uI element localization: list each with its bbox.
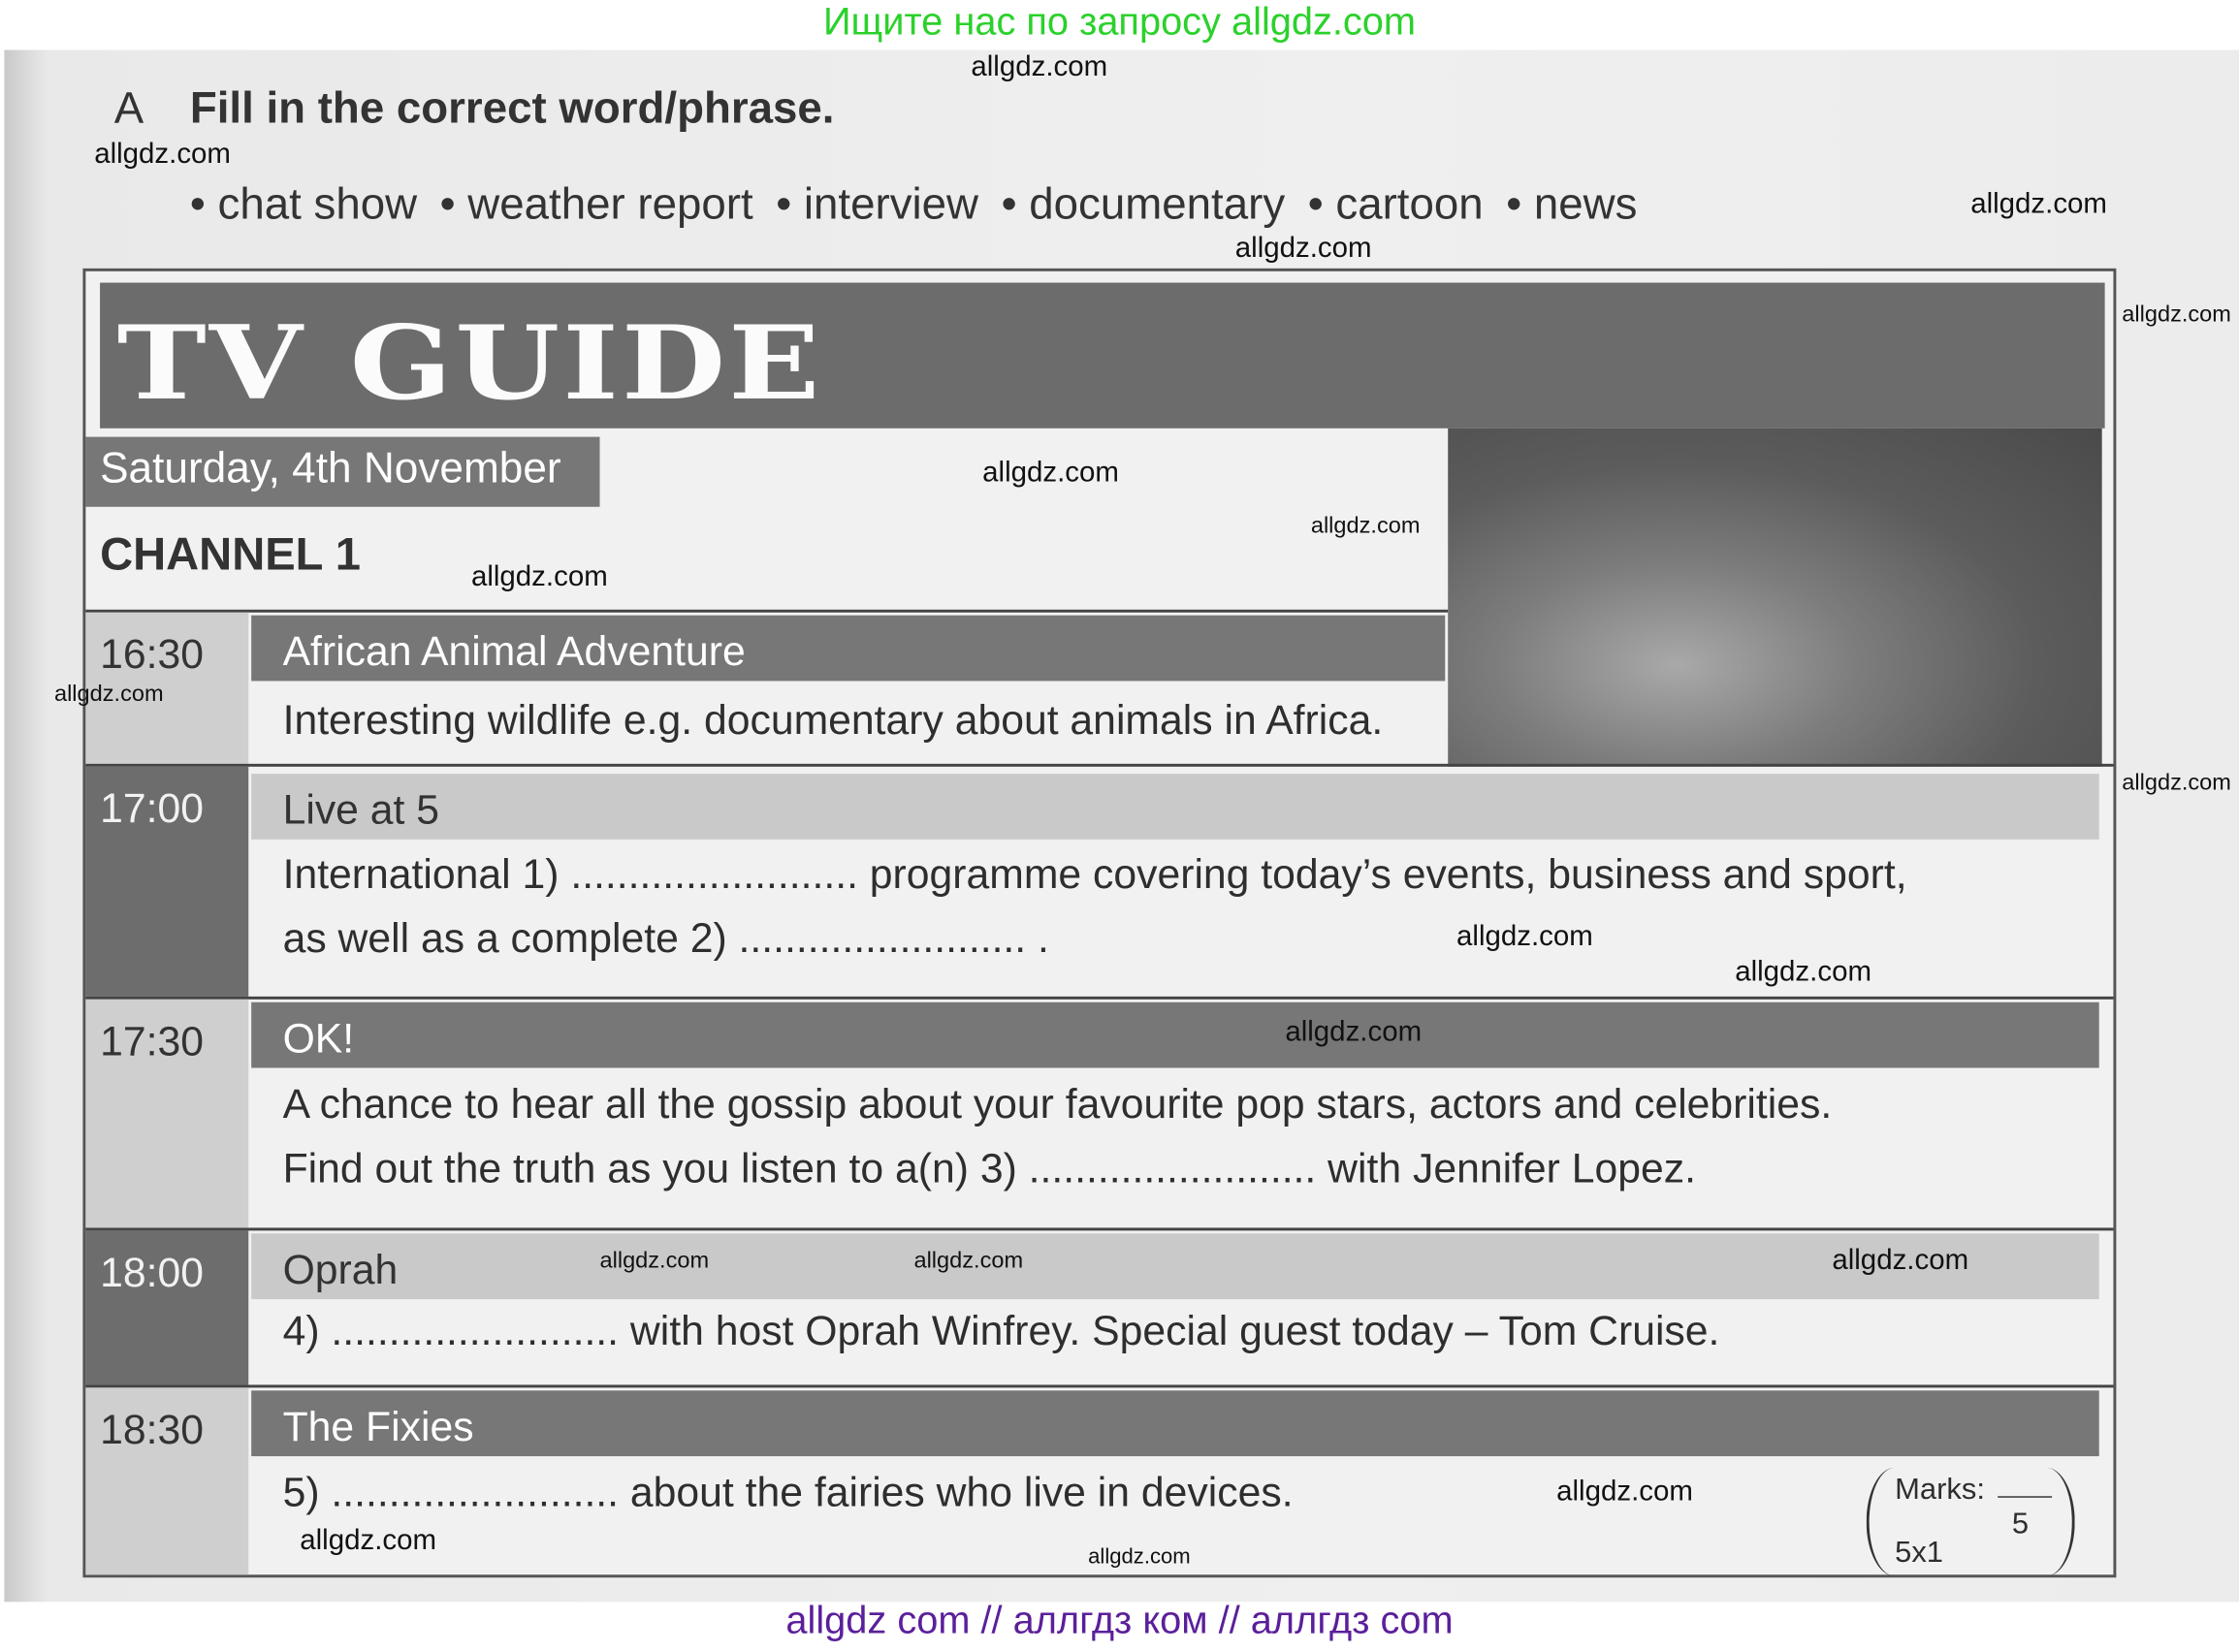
programme-description: 4) ......................... with host Oprah Winfrey. Special guest today – Tom Cruise.	[282, 1309, 1720, 1355]
programme-time: 16:30	[85, 613, 248, 764]
programme-time: 18:00	[85, 1230, 248, 1384]
word-option: • interview	[776, 178, 979, 229]
watermark: allgdz.com	[1832, 1245, 1969, 1277]
guide-header	[100, 283, 2105, 429]
programme-title: African Animal Adventure	[251, 616, 1445, 682]
programme-title: The Fixies	[251, 1390, 2099, 1456]
watermark: allgdz.com	[913, 1249, 1024, 1274]
watermark: allgdz.com	[2122, 302, 2231, 328]
programme-description: International 1) ......................... programme covering today’s events, business and sport,	[282, 852, 1907, 899]
watermark: allgdz.com	[470, 560, 608, 593]
watermark: allgdz.com	[94, 138, 231, 171]
watermark: allgdz.com	[599, 1249, 710, 1274]
programme-description: A chance to hear all the gossip about your favourite pop stars, actors and celebrities.	[282, 1082, 1833, 1128]
top-ad-text[interactable]: Ищите нас по запросу allgdz.com	[822, 0, 1417, 44]
watermark: allgdz.com	[1735, 956, 1872, 989]
programme-title: Oprah	[251, 1233, 2099, 1299]
marks-scheme: 5x1	[1895, 1536, 1944, 1570]
programme-title: Live at 5	[251, 774, 2099, 840]
watermark: allgdz.com	[1456, 920, 1593, 953]
guide-title: TV GUIDE	[116, 302, 823, 424]
watermark: allgdz.com	[1310, 514, 1421, 539]
word-option: • news	[1506, 178, 1638, 229]
marks-label: Marks:	[1895, 1473, 1985, 1507]
programme-description: Interesting wildlife e.g. documentary about animals in Africa.	[282, 698, 1384, 745]
watermark: allgdz.com	[1234, 233, 1372, 265]
word-option: • cartoon	[1307, 178, 1484, 229]
programme-row	[85, 610, 1448, 764]
watermark: allgdz.com	[2122, 771, 2231, 796]
task-heading	[114, 82, 835, 134]
word-option: • weather report	[439, 178, 753, 229]
programme-description: Find out the truth as you listen to a(n) 3) ......................... with Jennifer Lopez.	[282, 1146, 1696, 1192]
guide-date: Saturday, 4th November	[85, 437, 599, 507]
programme-row	[85, 1227, 2113, 1384]
marks-box	[1867, 1468, 2075, 1576]
programme-row	[85, 997, 2113, 1228]
watermark: allgdz.com	[300, 1524, 437, 1557]
watermark: allgdz.com	[1556, 1476, 1693, 1509]
watermark: allgdz.com	[971, 51, 1108, 83]
watermark: allgdz.com	[1970, 188, 2107, 220]
channel-label: CHANNEL 1	[100, 527, 361, 580]
word-option: • chat show	[189, 178, 418, 229]
task-letter: A	[113, 82, 144, 133]
word-option: • documentary	[1001, 178, 1286, 229]
programme-time: 17:00	[85, 767, 248, 997]
watermark: allgdz.com	[53, 682, 164, 707]
programme-time: 17:30	[85, 1000, 248, 1228]
bottom-ad-text[interactable]: allgdz com // аллгдз ком // аллгдз com	[785, 1599, 1454, 1642]
marks-line	[1998, 1496, 2052, 1497]
watermark: allgdz.com	[1088, 1544, 1191, 1570]
programme-time: 18:30	[85, 1387, 248, 1574]
lion-photo	[1448, 429, 2101, 767]
programme-description: 5) ......................... about the fairies who live in devices.	[282, 1470, 1294, 1516]
programme-title: OK!	[251, 1002, 2099, 1068]
watermark: allgdz.com	[1285, 1016, 1423, 1048]
programme-description: as well as a complete 2) ......................... .	[282, 916, 1049, 963]
task-instruction: Fill in the correct word/phrase.	[189, 82, 835, 133]
watermark: allgdz.com	[982, 457, 1119, 489]
word-list	[190, 178, 1660, 230]
marks-total: 5	[2011, 1508, 2030, 1541]
